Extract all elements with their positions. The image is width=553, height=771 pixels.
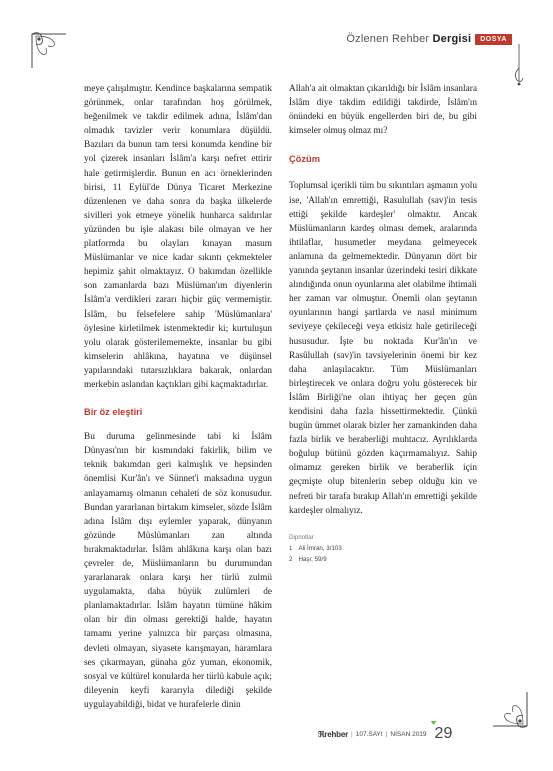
magazine-title-bold: Dergisi xyxy=(432,33,472,45)
footnote xyxy=(289,554,477,565)
footer-separator: | xyxy=(351,730,353,738)
corner-ornament-bottom-right xyxy=(487,688,531,732)
section-badge: DOSYA xyxy=(475,34,512,45)
footnote-number: 2 xyxy=(289,555,293,563)
footer-issue: 107.SAYI xyxy=(355,730,383,738)
footer-brand-logo: ℜrehber xyxy=(318,729,349,739)
footer-separator: | xyxy=(385,730,388,738)
footnotes-title: Dipnotlar xyxy=(289,533,314,541)
footnote-text: Haşr, 59/9 xyxy=(298,555,327,563)
footnote-text: Ali İmran, 3/103 xyxy=(298,544,342,552)
page-number xyxy=(435,725,453,743)
footnote-number: 1 xyxy=(289,544,293,552)
footnote xyxy=(289,543,477,554)
section-title-solution: Çözüm xyxy=(289,154,320,165)
left-column xyxy=(84,82,272,712)
footer-date: NİSAN 2019 xyxy=(390,730,427,738)
page-footer xyxy=(318,725,452,743)
right-paragraph-1: Allah'a ait olmaktan çıkarıldığı bir İslâm insanlara İslâm diye takdim edildiği takdirde, İslâm'ın önündeki en büyük engellerden biri de, bu gibi kimseler olmuş olmaz mı? xyxy=(289,84,477,137)
left-paragraph-2: Bu duruma gelinmesinde tabi ki İslâm Dünyası'nın bir kısmındaki fakirlik, bilim ve teknik bakımdan geri kalmışlık ve hepsinden önemlisi Kur'ân'ı ve Sünnet'i maksadına uygun anlayamamış olmanın cehaleti de söz konusudur. Bundan yararlanan birtakım kimseler, sözde İslâm adına İslâm dışı eylemler yaparak, dünyanın gözünde Müslümanları zan altında bırakmaktadırlar. İslâm ahlâkına karşı olan bazı çevreler de, Müslümanların bu durumundan yararlanarak onlara karşı her türlü zulmü uygulamakta, daha büyük zulümleri de planlamaktadırlar. İslâm hayatın tümüne hâkim olan bir din olması gerektiği halde, hayatın tamamı yerine yalnızca bir parçası olmasına, devleti olmayan, siyasete karışmayan, haramlara ses çıkarmayan, günaha göz yuman, ekonomik, sosyal ve kültürel konularda her türlü kabule açık; dileyenin keyfi kararıyla dilediği şekilde uygulayabildiği, bidat ve hurafelerle dinin xyxy=(84,432,272,710)
right-column xyxy=(289,82,477,565)
page-header xyxy=(346,33,512,45)
corner-ornament-top-right xyxy=(511,44,527,88)
magazine-title xyxy=(346,33,471,45)
page-number-value: 29 xyxy=(434,725,453,742)
section-title-self-criticism: Bir öz eleştiri xyxy=(84,407,143,418)
corner-ornament-top-left xyxy=(28,28,72,72)
left-paragraph-1: meye çalışılmıştır. Kendince başkalarına sempatik görünmek, onlar tarafından hoş görülmek, beğenilmek ve takdir edilmek adına, İslâm'dan olmadık tavizler verir konumlara düşüldü. Bazıları da bunun tam tersi konumda kendine bir yol çizerek insanları İslâm'a karşı nefret ettirir hale getirmişlerdir. Bunun en acı örneklerinden birisi, 11 Eylül'de Dünya Ticaret Merkezine düzenlenen ve daha sonra da başka ülkelerde sivilleri yok etmeye yönelik hunharca saldırılar yüzünden bu işle alakası bile olmayan ve her platformda bu olayları kınayan masum Müslümanlar ve nice kadar sıkıntı çekmekteler hepimiz şahit olmaktayız. O bakımdan özellikle son zamanlarda bazı Müslüman'ım diyenlerin İslâm'a verdikleri zararı hiçbir güç vermemiştir. İslâm, bu felsefelere sahip 'Müslümanlara' öylesine kirletilmek istenmektedir ki; kurtuluşun yolu olarak gösterilememekte, insanlar bu gibi kimselerin ahlâkına, hayatına ve düşünsel yapılarındaki tutarsızlıklara bakarak, onlardan merkebin aslandan kaçtıkları gibi kaçmaktadırlar. xyxy=(84,84,272,390)
magazine-title-light: Özlenen Rehber xyxy=(346,33,433,45)
footnotes xyxy=(289,532,477,565)
right-paragraph-2: Toplumsal içerikli tüm bu sıkıntıları aşmanın yolu ise, 'Allah'ın emrettiği, Rasulullah (sav)'in tesis ettiği şekilde kardeşler' olmaktır. Ancak Müslümanların kardeş olması demek, aralarında ihtilaflar, husumetler meydana gelmeyecek anlamına da gelmemektedir. Dünyanın dört bir yanında şeytanın insanlar üzerindeki tesiri dikkate alındığında onun oyunlarına alet olabilme ihtimali her zaman var olmuştur. Önemli olan şeytanın oyunlarının hangi şartlarda ve nasıl minimum seviyeye çekileceği veya etkisiz hale getirileceği hususudur. İşte bu noktada Kur'ân'ın ve Rasûlullah (sav)'in tavsiyelerinin önemi bir kez daha anlaşılacaktır. Tüm Müslümanları birleştirecek ve onlara doğru yolu gösterecek bir İslâm Birliği'ne olan ihtiyaç her geçen gün kendisini daha fazla hissettirmektedir. Çünkü bugün ümmet olarak bizler her zamankinden daha fazla birlik ve beraberliği muhtacız. Ayrılıklarda boğulup bütünü gözden kaçırmamalıyız. Sahip olmamız gereken birlik ve beraberlik için geçmişte olup bitenlerin sebep olduğu kin ve nefreti bir tarafa bırakıp Allah'ın emrettiği şekilde kardeşler olmalıyız. xyxy=(289,181,477,516)
